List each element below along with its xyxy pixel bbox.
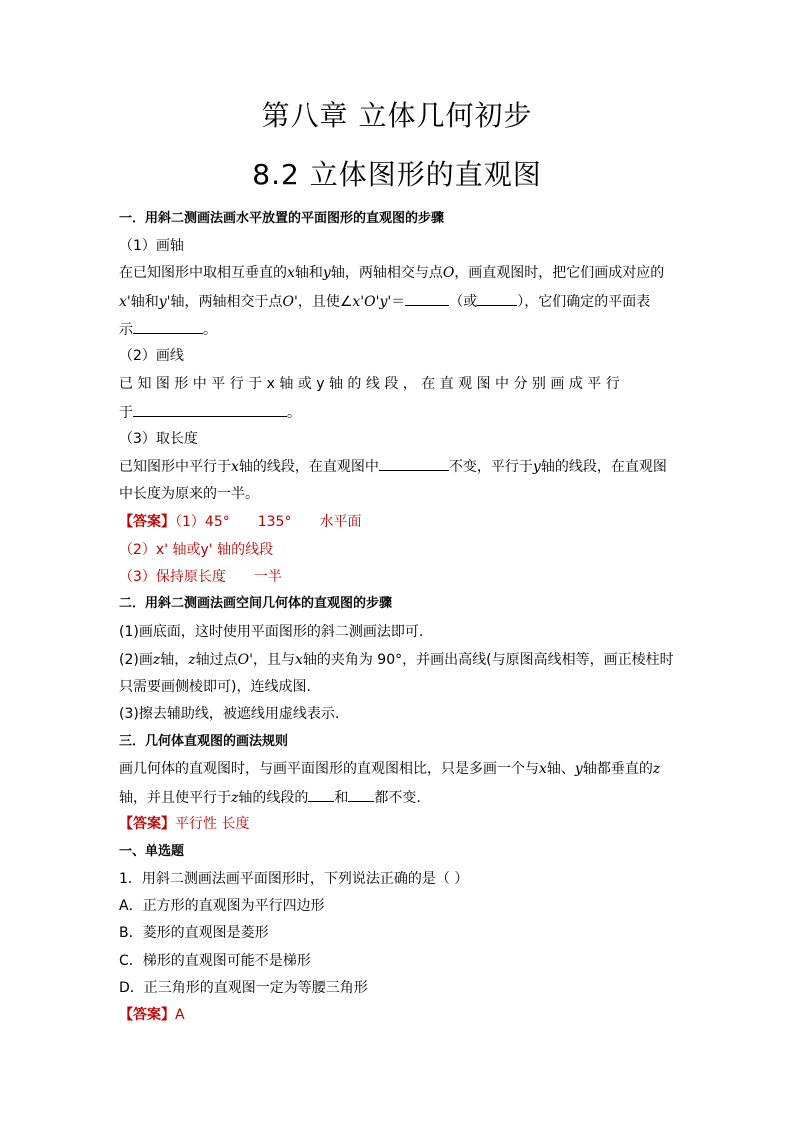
question-answer	[119, 1005, 675, 1025]
chapter-title: 第八章 立体几何初步	[261, 99, 533, 132]
text: 轴，并且使平行于	[119, 790, 231, 806]
section-3-line-1	[119, 759, 675, 779]
text: ），它们确定的平面表	[517, 294, 651, 310]
text: 轴的线段，在直观图	[540, 459, 667, 475]
text: 示	[119, 322, 133, 338]
var-x-prime: x'	[119, 294, 131, 310]
text: 轴，两轴相交于点	[170, 294, 283, 310]
text: (2)画	[119, 652, 153, 668]
text: 不变，平行于	[448, 459, 533, 475]
var-z: z	[188, 652, 196, 668]
section-3-heading: 三．几何体直观图的画法规则	[119, 734, 289, 749]
fill-blank[interactable]	[133, 319, 203, 334]
step-2-label: （2）画线	[119, 348, 184, 364]
fill-blank[interactable]	[133, 402, 287, 417]
text: 轴和	[130, 294, 159, 310]
answer-label: 【答案】	[119, 816, 175, 832]
text: 轴、	[546, 761, 575, 777]
var-x: x	[287, 265, 295, 281]
step-2-line-2	[119, 402, 675, 423]
var-x: x	[294, 652, 303, 668]
section-3-line-2	[119, 787, 675, 808]
var-y: y	[574, 761, 583, 777]
text: 轴都垂直的	[582, 761, 653, 777]
var-O-prime: O'	[237, 652, 253, 668]
var-z: z	[231, 790, 239, 806]
text: 在已知图形中取相互垂直的	[119, 265, 287, 281]
fill-blank[interactable]	[477, 291, 517, 306]
answer-3	[119, 814, 675, 834]
text: 。	[203, 322, 217, 338]
var-y: y	[322, 265, 331, 281]
text: 轴的夹角为 90°，并画出高线(与原图高线相等，画正棱柱时	[302, 652, 674, 668]
answer-text: （1）45°	[175, 514, 230, 530]
text: 已知图形中平行于	[119, 459, 231, 475]
text: 轴的线段，在直观图中	[238, 459, 379, 475]
var-z: z	[152, 652, 161, 668]
step-1-label: （1）画轴	[119, 238, 184, 254]
text: 都不变.	[374, 790, 421, 806]
answer-1-line-1	[119, 512, 675, 532]
text: 。	[287, 405, 301, 421]
step-3-label: （3）取长度	[119, 431, 198, 447]
var-y: y	[532, 459, 541, 475]
text: 和	[334, 790, 349, 806]
text: ，且与	[252, 652, 295, 668]
text: ，画直观图时，把它们画成对应的	[454, 265, 665, 281]
section-2-line-3: 只需要画侧棱即可)，连线成图.	[119, 679, 311, 695]
answer-text: 平行性 长度	[175, 816, 250, 832]
text: 于	[119, 405, 133, 421]
option-a[interactable]: A．正方形的直观图为平行四边形	[119, 898, 325, 914]
answer-label: 【答案】	[119, 514, 175, 530]
section-2-line-4: (3)擦去辅助线，被遮线用虚线表示.	[119, 706, 340, 722]
question-stem: 1．用斜二测画法画平面图形时，下列说法正确的是（ ）	[119, 871, 469, 887]
text: 画几何体的直观图时，与画平面图形的直观图相比，只是多画一个与	[119, 761, 539, 777]
text: 轴，	[160, 652, 189, 668]
option-c[interactable]: C．梯形的直观图可能不是梯形	[119, 953, 311, 969]
answer-text: 135°	[257, 514, 292, 530]
step-2-line-1: 已 知 图 形 中 平 行 于 x 轴 或 y 轴 的 线 段 ， 在 直 观 图 中 分 别 画 成 平 行	[119, 376, 620, 392]
fill-blank[interactable]	[405, 291, 449, 306]
var-x: x	[231, 459, 239, 475]
var-O: O	[442, 265, 455, 281]
option-d[interactable]: D．正三角形的直观图一定为等腰三角形	[119, 980, 368, 996]
text: 轴过点	[195, 652, 238, 668]
answer-1-line-2: （2）x' 轴或y' 轴的线段	[119, 542, 274, 558]
question-section-heading: 一、单选题	[119, 844, 185, 859]
answer-label: 【答案】	[119, 1007, 175, 1023]
var-O-prime: O'	[282, 294, 298, 310]
section-2-line-1: (1)画底面，这时使用平面图形的斜二测画法即可.	[119, 624, 424, 640]
var-y-prime: y'	[158, 294, 171, 310]
answer-text: 一半	[253, 569, 282, 585]
fill-blank[interactable]	[348, 787, 374, 802]
angle-expression: x'O'y'	[352, 294, 392, 310]
section-title: 8.2 立体图形的直观图	[252, 158, 542, 191]
text: 轴和	[294, 265, 323, 281]
text: ，且使∠	[297, 294, 353, 310]
section-2-line-2	[119, 650, 675, 670]
answer-text: （3）保持原长度	[119, 569, 226, 585]
step-1-line-1	[119, 263, 675, 283]
text: ＝	[391, 294, 406, 310]
step-3-line-2: 中长度为原来的一半。	[119, 486, 259, 502]
fill-blank[interactable]	[379, 456, 449, 471]
var-z: z	[652, 761, 661, 777]
answer-1-line-3	[119, 567, 675, 587]
section-1-heading: 一．用斜二测画法画水平放置的平面图形的直观图的步骤	[119, 211, 445, 226]
step-1-line-3	[119, 319, 675, 340]
section-2-heading: 二．用斜二测画法画空间几何体的直观图的步骤	[119, 596, 393, 611]
step-1-line-2	[119, 291, 675, 312]
option-b[interactable]: B．菱形的直观图是菱形	[119, 925, 269, 941]
answer-text: 水平面	[319, 514, 362, 530]
text: 轴的线段的	[238, 790, 309, 806]
var-x: x	[539, 761, 547, 777]
step-3-line-1	[119, 456, 675, 477]
fill-blank[interactable]	[308, 787, 334, 802]
answer-text: A	[175, 1007, 185, 1023]
text: 轴，两轴相交与点	[330, 265, 443, 281]
text: （或	[449, 294, 478, 310]
